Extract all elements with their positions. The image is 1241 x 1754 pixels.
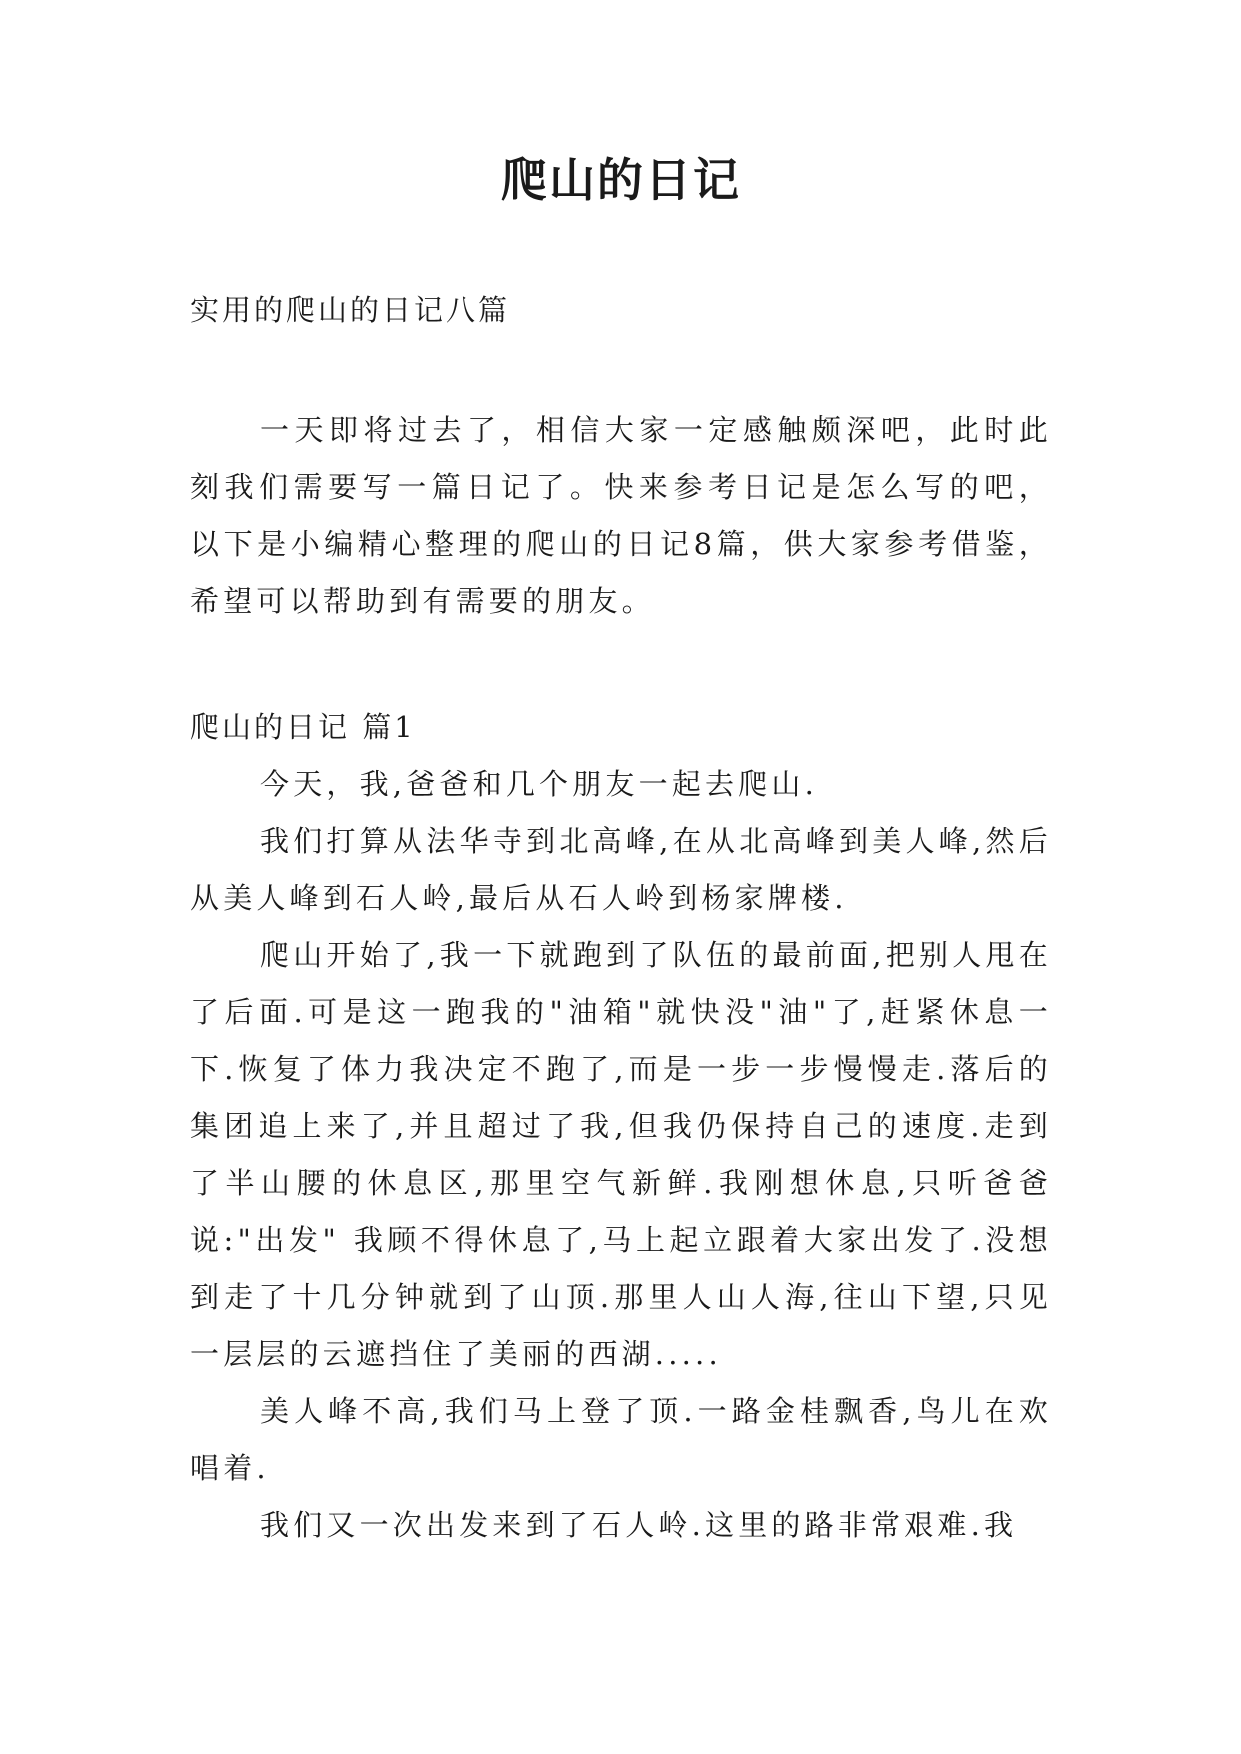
intro-block — [190, 402, 1052, 630]
body-paragraph: 爬山开始了,我一下就跑到了队伍的最前面,把别人甩在了后面.可是这一跑我的"油箱"就快没"油"了,赶紧休息一下.恢复了体力我决定不跑了,而是一步一步慢慢走.落后的集团追上来了,并且超过了我,但我仍保持自己的速度.走到了半山腰的休息区,那里空气新鲜.我刚想休息,只听爸爸说:"出发" 我顾不得休息了,马上起立跟着大家出发了.没想到走了十几分钟就到了山顶.那里人山人海,往山下望,只见一层层的云遮挡住了美丽的西湖..... — [190, 938, 1052, 1371]
section-heading: 爬山的日记 篇1 — [190, 710, 416, 744]
section-body — [190, 756, 1052, 1554]
body-paragraph: 美人峰不高,我们马上登了顶.一路金桂飘香,鸟儿在欢唱着. — [190, 1394, 1052, 1485]
body-paragraph: 我们打算从法华寺到北高峰,在从北高峰到美人峰,然后从美人峰到石人岭,最后从石人岭到杨家牌楼. — [190, 824, 1053, 915]
body-paragraph: 今天，我,爸爸和几个朋友一起去爬山. — [260, 767, 819, 801]
body-paragraph: 我们又一次出发来到了石人岭.这里的路非常艰难.我 — [260, 1508, 1018, 1542]
document-title: 爬山的日记 — [501, 153, 741, 207]
intro-paragraph: 一天即将过去了，相信大家一定感触颇深吧，此时此刻我们需要写一篇日记了。快来参考日记是怎么写的吧，以下是小编精心整理的爬山的日记8篇，供大家参考借鉴，希望可以帮助到有需要的朋友。 — [190, 413, 1052, 618]
document-subtitle: 实用的爬山的日记八篇 — [190, 293, 511, 327]
